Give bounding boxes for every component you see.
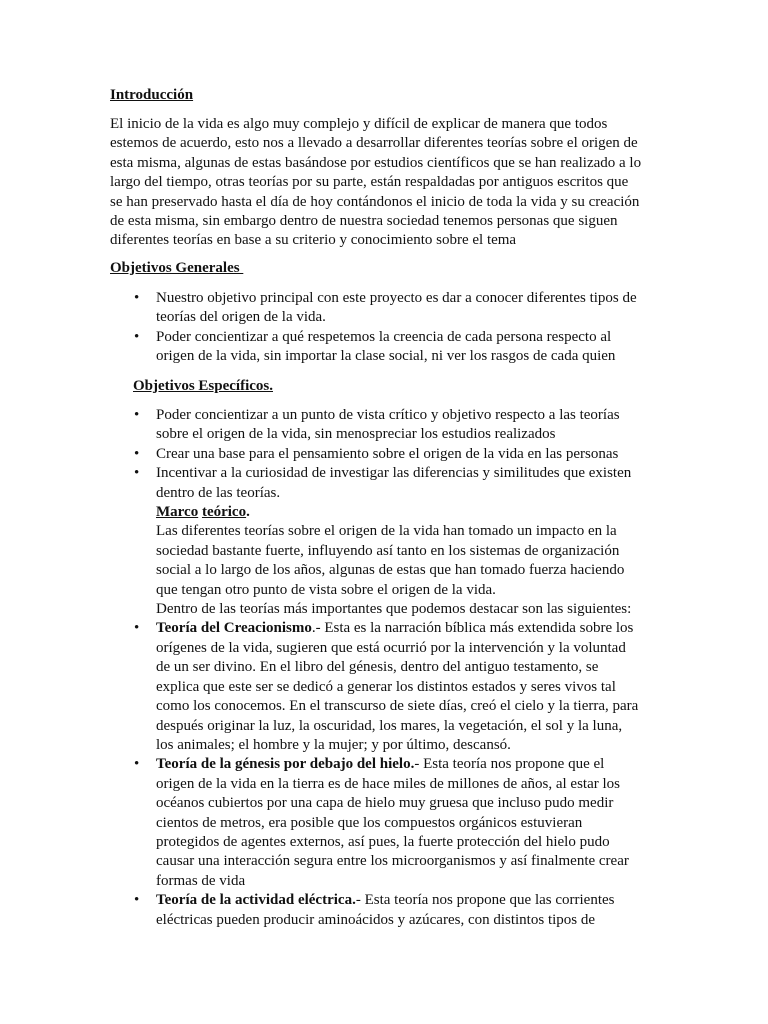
item-line: Incentivar a la curiosidad de investigar las diferencias y similitudes que existen (156, 465, 632, 482)
teoria-line: origen de la vida en la tierra es de hace miles de millones de años, al estar los (156, 775, 620, 792)
teoria-first-line (156, 755, 638, 774)
list-item (110, 619, 638, 755)
objetivos-generales-list (110, 289, 637, 367)
teoria-title: Teoría de la actividad eléctrica. (156, 892, 356, 909)
bullet-icon: • (134, 892, 140, 909)
item-line: sobre el origen de la vida, sin menospreciar los estudios realizados (156, 426, 556, 443)
objetivos-especificos-heading: Objetivos Específicos. (133, 378, 273, 394)
item-line: Poder concientizar a qué respetemos la creencia de cada persona respecto al (156, 328, 612, 345)
marco-line: social a lo largo de los años, algunas de estas que han tomado fuerza haciendo (156, 562, 625, 579)
bullet-icon: • (134, 756, 140, 773)
intro-line: diferentes teorías en base a su criterio y conocimiento sobre el tema (110, 232, 517, 249)
teoria-first-rest: - Esta teoría nos propone que las corrientes (355, 892, 615, 909)
intro-line: estemos de acuerdo, esto nos a llevado a desarrollar diferentes teorías sobre el origen de (110, 135, 638, 152)
list-item (110, 891, 638, 930)
teoria-line: explica que este ser se dedicó a generar los distintos estados y seres vivos tal (156, 678, 616, 695)
teoria-first-rest: .- Esta es la narración bíblica más extendida sobre los (311, 620, 634, 637)
marco-line: que tengan otro punto de vista sobre el origen de la vida. (156, 581, 496, 598)
list-item (110, 328, 637, 367)
teoria-line: causar una interacción segura entre los microorganismos y así finalmente crear (156, 853, 629, 870)
bullet-icon: • (134, 328, 140, 345)
intro-heading: Introducción (110, 87, 194, 103)
teoria-line: cientos de metros, era posible que los compuestos orgánicos estuvieran (156, 814, 583, 831)
bullet-icon: • (134, 445, 140, 462)
list-item (110, 755, 638, 891)
marco-heading (156, 503, 638, 522)
teoria-line: después originar la luz, la oscuridad, los mares, la vegetación, el sol y la luna, (156, 717, 623, 734)
intro-line: se han preservado hasta el día de hoy contándonos el inicio de toda la vida y su creación (110, 193, 640, 210)
teoria-title: Teoría de la génesis por debajo del hielo. (156, 756, 415, 773)
objetivos-generales-heading: Objetivos Generales (110, 260, 244, 276)
list-item (110, 406, 638, 445)
intro-line: de esta misma, sin embargo dentro de nuestra sociedad tenemos personas que siguen (110, 213, 618, 230)
teoria-line: eléctricas pueden producir aminoácidos y azúcares, con distintos tipos de (156, 911, 596, 928)
list-item (110, 445, 638, 464)
bullet-icon: • (134, 407, 140, 423)
teoria-line: formas de vida (156, 872, 246, 889)
teoria-title: Teoría del Creacionismo (156, 620, 312, 637)
teoria-first-line (156, 891, 638, 910)
intro-paragraph (110, 115, 658, 251)
teoria-line: de un ser divino. En el libro del génesis, dentro del antiguo testamento, se (156, 659, 599, 676)
marco-heading-part2: teórico (201, 504, 247, 521)
marco-heading-part1: Marco (156, 504, 199, 521)
marco-line: Dentro de las teorías más importantes que podemos destacar son las siguientes: (156, 601, 632, 618)
bullet-icon: • (134, 465, 140, 482)
marco-heading-suffix: . (246, 504, 250, 521)
bullet-icon: • (134, 620, 140, 637)
item-line: teorías del origen de la vida. (156, 309, 326, 326)
bullet-icon: • (134, 290, 140, 306)
item-line: Poder concientizar a un punto de vista crítico y objetivo respecto a las teorías (156, 407, 620, 423)
item-line: Nuestro objetivo principal con este proyecto es dar a conocer diferentes tipos de (156, 290, 637, 306)
intro-line: El inicio de la vida es algo muy complejo y difícil de explicar de manera que todos (110, 116, 608, 132)
list-item (110, 464, 638, 619)
teoria-line: océanos cubiertos por una capa de hielo muy gruesa que incluso pudo medir (156, 795, 614, 812)
intro-line: largo del tiempo, otras teorías por su parte, están respaldadas por antiguos escritos que (110, 174, 629, 191)
marco-line: Las diferentes teorías sobre el origen de la vida han tomado un impacto en la (156, 523, 617, 540)
intro-line: esta misma, algunas de estas basándose por estudios científicos que se han realizado a lo (110, 154, 642, 171)
objetivos-especificos-list (110, 406, 638, 930)
item-line: dentro de las teorías. (156, 484, 281, 501)
marco-line: sociedad bastante fuerte, influyendo así tanto en los sistemas de organización (156, 542, 620, 559)
teoria-first-rest: - Esta teoría nos propone que el (414, 756, 605, 773)
teoria-line: como los conocemos. En el transcurso de siete días, creó el cielo y la tierra, para (156, 698, 639, 715)
list-item (110, 289, 637, 328)
teoria-line: protegidos de agentes externos, así pues, la fuerte protección del hielo pudo (156, 833, 610, 850)
item-line: origen de la vida, sin importar la clase social, ni ver los rasgos de cada quien (156, 348, 616, 365)
teoria-line: los animales; el hombre y la mujer; y por último, descansó. (156, 736, 511, 753)
teoria-first-line (156, 619, 638, 638)
teoria-line: orígenes de la vida, sugieren que está ocurrió por la intervención y la voluntad (156, 639, 626, 656)
item-line: Crear una base para el pensamiento sobre el origen de la vida en las personas (156, 445, 619, 462)
